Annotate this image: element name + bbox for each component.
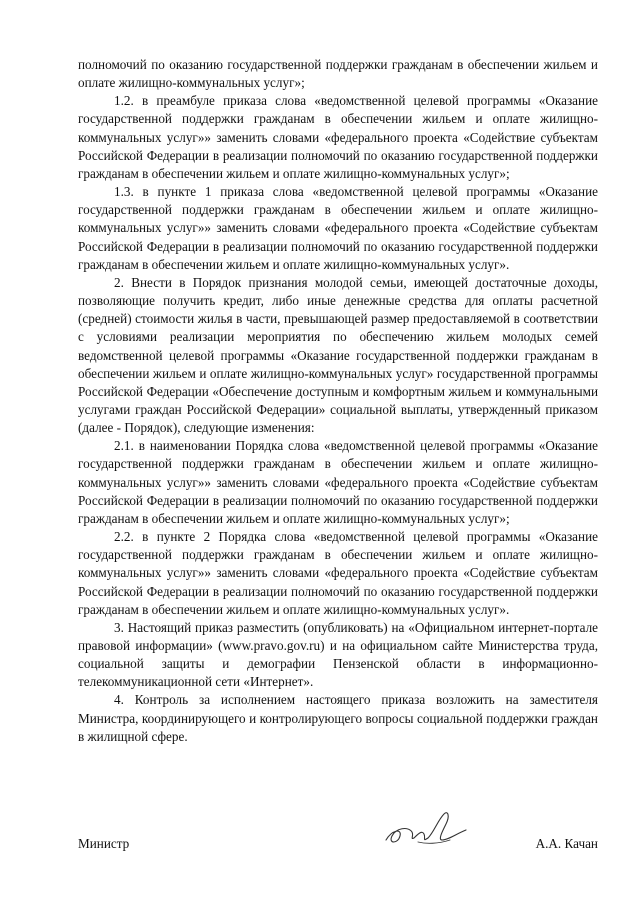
paragraph-2-2: 2.2. в пункте 2 Порядка слова «ведомственной целевой программы «Оказание государственной поддержки гражданам в обеспечении жильем и оплате жилищно-коммунальных услуг»» заменить словами «федерального проекта «Содействие субъектам Российской Федерации в реализации полномочий по оказанию государственной поддержки гражданам в обеспечении жильем и оплате жилищно-коммунальных услуг». — [78, 529, 598, 617]
paragraph-1-2: 1.2. в преамбуле приказа слова «ведомственной целевой программы «Оказание государственной поддержки гражданам в обеспечении жильем и оплате жилищно-коммунальных услуг»» заменить словами «федерального проекта «Содействие субъектам Российской Федерации в реализации полномочий по оказанию государственной поддержки гражданам в обеспечении жильем и оплате жилищно-коммунальных услуг»; — [78, 93, 598, 181]
paragraph-3: 3. Настоящий приказ разместить (опубликовать) на «Официальном интернет-портале правовой информации» (www.pravo.gov.ru) и на официальном сайте Министерства труда, социальной защиты и демографии Пензенской области в информационно-телекоммуникационной сети «Интернет». — [78, 619, 598, 690]
handwritten-signature-icon — [378, 800, 478, 856]
paragraph-2: 2. Внести в Порядок признания молодой семьи, имеющей достаточные доходы, позволяющие получить кредит, либо иные денежные средства для оплаты расчетной (средней) стоимости жилья в части, превышающей размер предоставляемой в соответствии с условиями реализации мероприятия по обеспечению жильем молодых семей ведомственной целевой программы «Оказание государственной поддержки гражданам в обеспечении жильем и оплате жилищно-коммунальных услуг» государственной программы Российской Федерации «Обеспечение доступным и комфортным жильем и коммунальными услугами граждан Российской Федерации» социальной выплаты, утвержденный приказом (далее - Порядок), следующие изменения: — [78, 274, 598, 436]
document-body — [78, 56, 598, 746]
signatory-title: Министр — [78, 836, 130, 851]
paragraph-2-1: 2.1. в наименовании Порядка слова «ведомственной целевой программы «Оказание государственной поддержки гражданам в обеспечении жильем и оплате жилищно-коммунальных услуг»» заменить словами «федерального проекта «Содействие субъектам Российской Федерации в реализации полномочий по оказанию государственной поддержки гражданам в обеспечении жильем и оплате жилищно-коммунальных услуг»; — [78, 438, 598, 526]
signature-block — [78, 836, 598, 860]
paragraph-continuation: полномочий по оказанию государственной поддержки гражданам в обеспечении жильем и оплате жилищно-коммунальных услуг»; — [78, 57, 598, 91]
paragraph-1-3: 1.3. в пункте 1 приказа слова «ведомственной целевой программы «Оказание государственной поддержки гражданам в обеспечении жильем и оплате жилищно-коммунальных услуг»» заменить словами «федерального проекта «Содействие субъектам Российской Федерации в реализации полномочий по оказанию государственной поддержки гражданам в обеспечении жильем и оплате жилищно-коммунальных услуг». — [78, 184, 598, 272]
signatory-name: А.А. Качан — [535, 836, 598, 851]
paragraph-4: 4. Контроль за исполнением настоящего приказа возложить на заместителя Министра, координирующего и контролирующего вопросы социальной поддержки граждан в жилищной сфере. — [78, 692, 598, 744]
